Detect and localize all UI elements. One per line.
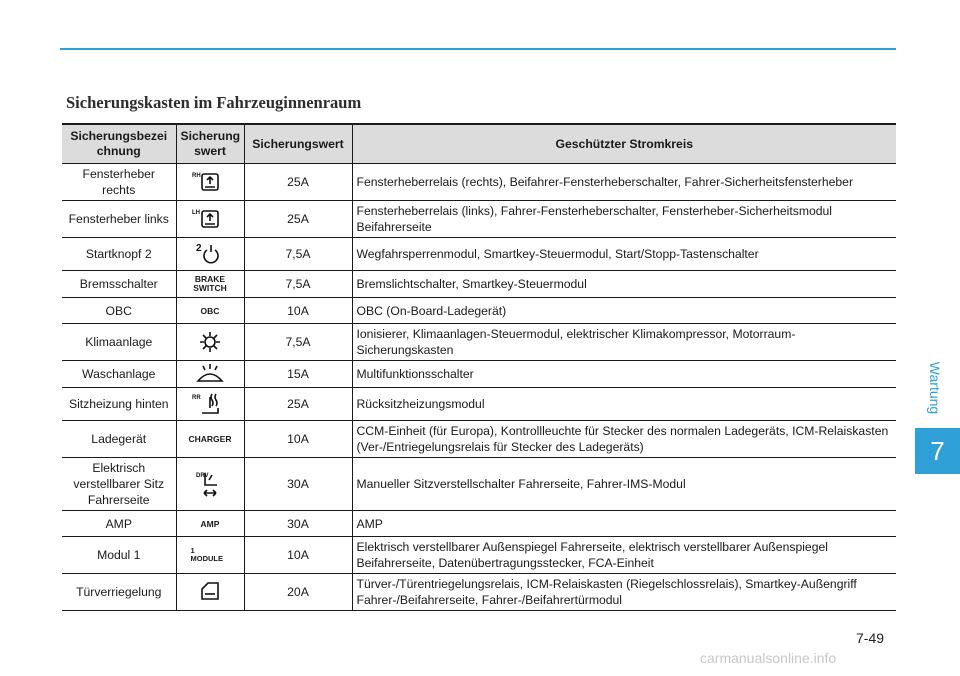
fuse-name: Sitzheizung hinten [62,388,176,421]
table-row [62,421,896,458]
table-row [62,537,896,574]
fuse-symbol-label: AMP [176,511,244,537]
washer-icon [176,361,244,388]
chapter-tab[interactable]: 7 [915,428,960,474]
top-rule [60,48,896,50]
table-row [62,298,896,324]
watermark: carmanualsonline.info [700,650,837,666]
table-row [62,164,896,201]
fuse-name: Türverriegelung [62,574,176,611]
svg-text:2: 2 [196,243,202,254]
fuse-circuit: Fensterheberrelais (rechts), Beifahrer-Fensterheberschalter, Fahrer-Sicherheitsfensterheber [352,164,896,201]
fuse-name: Klimaanlage [62,324,176,361]
table-row [62,458,896,511]
fuse-value: 7,5A [244,238,352,271]
svg-text:RR: RR [192,395,201,401]
fuse-symbol-label: OBC [176,298,244,324]
fuse-circuit: Ionisierer, Klimaanlagen-Steuermodul, elektrischer Klimakompressor, Motorraum-Sicherungskasten [352,324,896,361]
fuse-symbol-label: BRAKE SWITCH [176,271,244,298]
window-switch-icon [176,201,244,238]
fuse-symbol-label: 1 MODULE [176,537,244,574]
table-row [62,511,896,537]
door-lock-icon [176,574,244,611]
fuse-value: 10A [244,537,352,574]
fuse-name: Fensterheber links [62,201,176,238]
svg-text:LH: LH [192,210,200,216]
table-row [62,324,896,361]
start-button-icon [176,238,244,271]
fuse-value: 25A [244,388,352,421]
fuse-circuit: AMP [352,511,896,537]
fuse-circuit: Manueller Sitzverstellschalter Fahrerseite, Fahrer-IMS-Modul [352,458,896,511]
fuse-circuit: Fensterheberrelais (links), Fahrer-Fensterheberschalter, Fensterheber-Sicherheitsmodul Beifahrerseite [352,201,896,238]
fuse-value: 30A [244,511,352,537]
fuse-circuit: Wegfahrsperrenmodul, Smartkey-Steuermodul, Start/Stopp-Tastenschalter [352,238,896,271]
fuse-name: Waschanlage [62,361,176,388]
seat-heater-icon [176,388,244,421]
fuse-value: 7,5A [244,324,352,361]
table-row [62,238,896,271]
fuse-value: 10A [244,298,352,324]
fuse-value: 25A [244,201,352,238]
fuse-circuit: Multifunktionsschalter [352,361,896,388]
fuse-symbol-label: CHARGER [176,421,244,458]
fuse-value: 7,5A [244,271,352,298]
fuse-name: Elektrisch verstellbarer Sitz Fahrerseite [62,458,176,511]
fuse-circuit: Bremslichtschalter, Smartkey-Steuermodul [352,271,896,298]
table-row [62,388,896,421]
fuse-circuit: Rücksitzheizungsmodul [352,388,896,421]
table-row [62,361,896,388]
svg-text:RH: RH [192,173,201,179]
section-title: Sicherungskasten im Fahrzeuginnenraum [66,93,362,112]
header-value: Sicherungswert [244,124,352,164]
table-row [62,574,896,611]
fuse-circuit: Türver-/Türentriegelungsrelais, ICM-Relaiskasten (Riegelschlossrelais), Smartkey-Außengriff Fahrer-/Beifahrerseite, Fahrer-/Beifahrertürmodul [352,574,896,611]
fuse-name: Modul 1 [62,537,176,574]
table-row [62,271,896,298]
page-number: 7-49 [856,630,885,646]
fuse-circuit: Elektrisch verstellbarer Außenspiegel Fahrerseite, elektrisch verstellbarer Außenspiegel Beifahrerseite, Datenübertragungsstecker, FCA-Einheit [352,537,896,574]
fuse-table [62,123,896,611]
table-row [62,201,896,238]
table-header-row [62,124,896,164]
header-circuit: Geschützter Stromkreis [352,124,896,164]
fuse-name: Fensterheber rechts [62,164,176,201]
fuse-name: Bremsschalter [62,271,176,298]
fuse-value: 30A [244,458,352,511]
fuse-value: 10A [244,421,352,458]
svg-text:DRV: DRV [196,473,209,479]
power-seat-icon [176,458,244,511]
fuse-name: Startknopf 2 [62,238,176,271]
fuse-name: Ladegerät [62,421,176,458]
header-name: Sicherungsbezei chnung [62,124,176,164]
fuse-name: AMP [62,511,176,537]
fuse-circuit: CCM-Einheit (für Europa), Kontrollleuchte für Stecker des normalen Ladegeräts, ICM-Relaiskasten (Ver-/Entriegelungsrelais für Stecker des Ladegeräts) [352,421,896,458]
ac-snowflake-icon [176,324,244,361]
header-symbol: Sicherung swert [176,124,244,164]
window-switch-icon [176,164,244,201]
fuse-value: 20A [244,574,352,611]
fuse-name: OBC [62,298,176,324]
fuse-circuit: OBC (On-Board-Ladegerät) [352,298,896,324]
fuse-value: 25A [244,164,352,201]
side-tab-label: Wartung [927,361,943,415]
fuse-value: 15A [244,361,352,388]
